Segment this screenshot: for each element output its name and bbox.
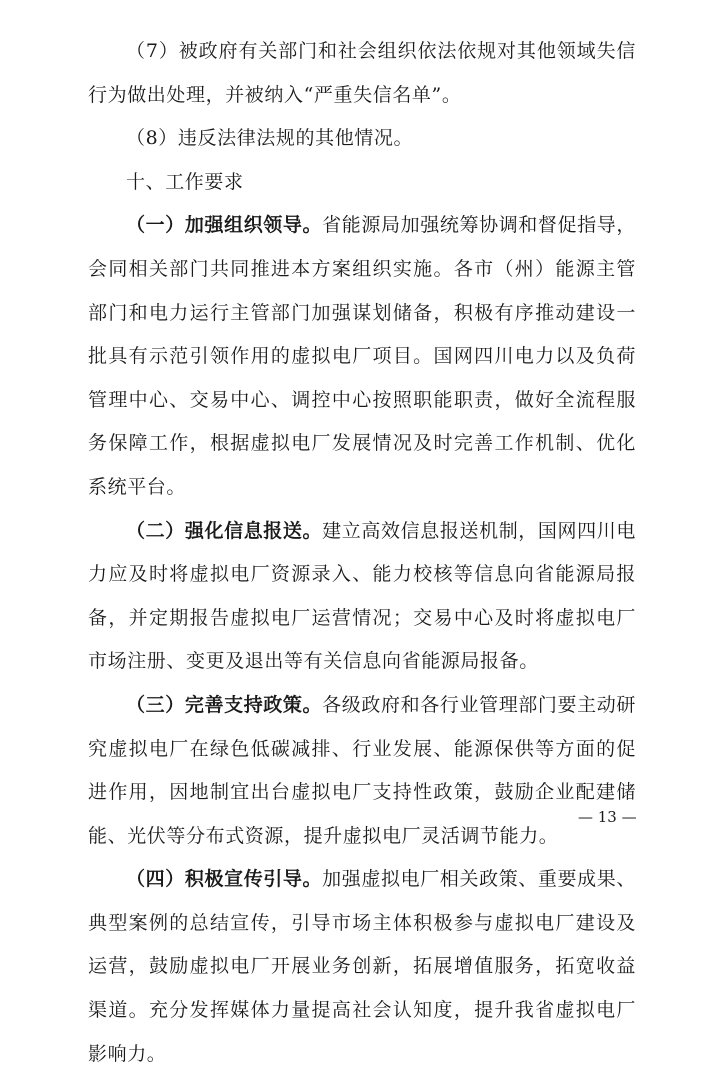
section-title: 十、工作要求 <box>126 170 244 193</box>
paragraph-publicity <box>88 858 636 1076</box>
paragraph-policy <box>88 684 636 858</box>
paragraph-heading: （一）加强组织领导。 <box>126 214 323 237</box>
paragraph-heading: （三）完善支持政策。 <box>126 693 323 716</box>
paragraph-heading: （二）强化信息报送。 <box>126 519 323 542</box>
page-number: — 13 — <box>578 808 637 826</box>
section-heading <box>88 161 636 205</box>
paragraph-item-8 <box>88 117 636 161</box>
paragraph-text: （8）违反法律法规的其他情况。 <box>126 127 414 150</box>
paragraph-reporting <box>88 510 636 684</box>
paragraph-text: 省能源局加强统筹协调和督促指导，会同相关部门共同推进本方案组织实施。各市（州）能源主管部门和电力运行主管部门加强谋划储备，积极有序推动建设一批具有示范引领作用的虚拟电厂项目。国网四川电力以及负荷管理中心、交易中心、调控中心按照职能职责，做好全流程服务保障工作，根据虚拟电厂发展情况及时完善工作机制、优化系统平台。 <box>88 214 636 498</box>
paragraph-text: 建立高效信息报送机制，国网四川电力应及时将虚拟电厂资源录入、能力校核等信息向省能源局报备，并定期报告虚拟电厂运营情况；交易中心及时将虚拟电厂市场注册、变更及退出等有关信息向省能源局报备。 <box>88 519 636 673</box>
paragraph-text: （7）被政府有关部门和社会组织依法依规对其他领域失信行为做出处理，并被纳入“严重失信名单”。 <box>88 40 636 106</box>
paragraph-organization <box>88 204 636 509</box>
paragraph-heading: （四）积极宣传引导。 <box>126 868 323 891</box>
paragraph-item-7 <box>88 30 636 117</box>
paragraph-text: 各级政府和各行业管理部门要主动研究虚拟电厂在绿色低碳减排、行业发展、能源保供等方面的促进作用，因地制宜出台虚拟电厂支持性政策，鼓励企业配建储能、光伏等分布式资源，提升虚拟电厂灵活调节能力。 <box>88 693 636 847</box>
paragraph-text: 加强虚拟电厂相关政策、重要成果、典型案例的总结宣传，引导市场主体积极参与虚拟电厂建设及运营，鼓励虚拟电厂开展业务创新，拓展增值服务，拓宽收益渠道。充分发挥媒体力量提高社会认知度，提升我省虚拟电厂影响力。 <box>88 868 636 1065</box>
body-text <box>88 30 636 1076</box>
